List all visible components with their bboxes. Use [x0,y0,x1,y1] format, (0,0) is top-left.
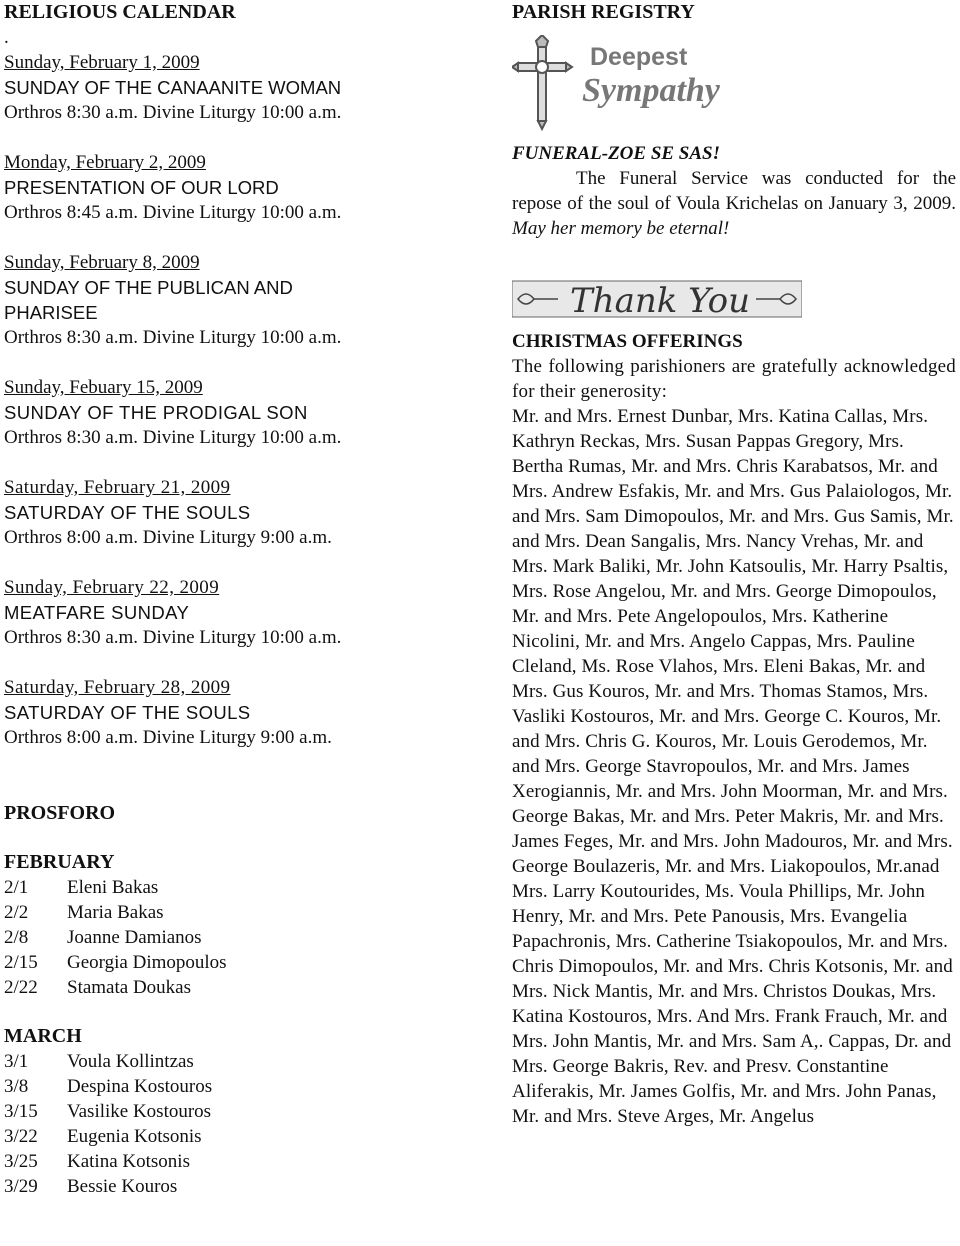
event-date: Sunday, Febuary 15, 2009 [4,377,203,398]
prosforo-february-list [4,875,484,1000]
parish-registry-title: PARISH REGISTRY [512,1,695,23]
calendar-event [4,150,484,225]
offerings-names: Mr. and Mrs. Ernest Dunbar, Mrs. Katina Callas, Mrs. Kathryn Reckas, Mrs. Susan Pappas Gregory, Mrs. Bertha Rumas, Mr. and Mrs. Chris Karabatsos, Mr. and Mrs. Andrew Esfakis, Mr. and Mrs. Gus Palaiologos, Mr. and Mrs. Sam Dimopoulos, Mr. and Mrs. Gus Samis, Mr. and Mrs. Dean Sangalis, Mrs. Nancy Vrehas, Mr. and Mrs. Mark Baliki, Mr. John Katsoulis, Mr. Harry Psaltis, Mrs. Rose Angelou, Mr. and Mrs. George Dimopoulos, Mr. and Mrs. Pete Angelopoulos, Mrs. Katherine Nicolini, Mr. and Mrs. Angelo Cappas, Mrs. Pauline Cleland, Ms. Rose Vlahos, Mrs. Eleni Bakas, Mr. and Mrs. Gus Kouros, Mr. and Mrs. Thomas Stamos, Mrs. Vasliki Kostouros, Mr. and Mrs. George C. Kouros, Mr. and Mrs. Chris G. Kouros, Mr. Louis Gerodemos, Mr. and Mrs. George Stavropoulos, Mr. and Mrs. James Xerogiannis, Mr. and Mrs. John Moorman, Mr. and Mrs. George Bakas, Mr. and Mrs. Peter Makris, Mr. and Mrs. James Feges, Mr. and Mrs. John Madouros, Mr. and Mrs. George Boulazeris, Mr. and Mrs. Liakopoulos, Mr.anad Mrs. Larry Koutourides, Ms. Voula Phillips, Mr. John Henry, Mr. and Mrs. Pete Panousis, Mrs. Evangelia Papachronis, Mrs. Catherine Tsiakopoulos, Mr. and Mrs. Chris Dimopoulos, Mr. and Mrs. Chris Kotsonis, Mr. and Mrs. Nick Mantis, Mr. and Mrs. Christos Doukas, Mrs. Katina Kostouros, Mrs. And Mrs. Frank Frauch, Mr. and Mrs. John Mantis, Mr. and Mrs. Sam A,. Cappas, Dr. and Mrs. George Bakris, Rev. and Presv. Constantine Aliferakis, Mr. James Golfis, Mr. and Mrs. John Panas, Mr. and Mrs. Steve Arges, Mr. Angelus [512,406,954,1127]
list-item [4,1124,484,1149]
left-column [4,0,484,1199]
event-times: Orthros 8:30 a.m. Divine Liturgy 10:00 a.m. [4,427,342,448]
event-date: Sunday, February 22, 2009 [4,577,220,598]
prosforo-name: Joanne Damianos [67,927,202,948]
list-item [4,900,484,925]
prosforo-date: 3/1 [4,1051,29,1072]
event-feast: MEATFARE SUNDAY [4,602,190,623]
event-times: Orthros 8:30 a.m. Divine Liturgy 10:00 a.m. [4,102,342,123]
deepest-sympathy-graphic [512,35,956,135]
event-feast: SUNDAY OF THE CANAANITE WOMAN [4,77,342,98]
event-date: Saturday, February 28, 2009 [4,677,231,698]
event-times: Orthros 8:00 a.m. Divine Liturgy 9:00 a.m. [4,727,332,748]
calendar-event [4,575,484,650]
offerings-intro: The following parishioners are gratefully acknowledged for their generosity: [512,356,956,402]
thank-you-banner [512,275,956,325]
prosforo-title: PROSFORO [4,802,116,824]
funeral-closing: May her memory be eternal! [512,218,730,239]
event-date: Monday, February 2, 2009 [4,152,206,173]
prosforo-name: Vasilike Kostouros [67,1101,212,1122]
event-feast: SUNDAY OF THE PRODIGAL SON [4,402,308,423]
thank-you-text: Thank You [570,281,751,321]
prosforo-month-heading: FEBRUARY [4,851,115,873]
event-feast: SATURDAY OF THE SOULS [4,502,251,523]
calendar-event [4,675,484,750]
prosforo-name: Eugenia Kotsonis [67,1126,202,1147]
list-item [4,975,484,1000]
event-feast: SATURDAY OF THE SOULS [4,702,251,723]
event-times: Orthros 8:30 a.m. Divine Liturgy 10:00 a.m. [4,327,342,348]
list-item [4,1174,484,1199]
sympathy-line1: Deepest [590,43,688,71]
calendar-dot: . [4,27,9,48]
event-feast: PRESENTATION OF OUR LORD [4,177,279,198]
list-item [4,875,484,900]
event-date: Sunday, February 1, 2009 [4,52,200,73]
prosforo-date: 2/2 [4,902,29,923]
event-date: Saturday, February 21, 2009 [4,477,231,498]
event-times: Orthros 8:30 a.m. Divine Liturgy 10:00 a.m. [4,627,342,648]
prosforo-name: Georgia Dimopoulos [67,952,227,973]
right-column [512,0,956,1129]
prosforo-name: Maria Bakas [67,902,164,923]
list-item [4,1099,484,1124]
prosforo-date: 3/22 [4,1126,38,1147]
funeral-paragraph [512,166,956,241]
christmas-offerings-title: CHRISTMAS OFFERINGS [512,331,743,352]
list-item [4,925,484,950]
funeral-text: The Funeral Service was conducted for the repose of the soul of Voula Krichelas on January 3, 2009. [512,168,956,214]
prosforo-date: 2/15 [4,952,38,973]
prosforo-name: Despina Kostouros [67,1076,213,1097]
event-date: Sunday, February 8, 2009 [4,252,200,273]
prosforo-name: Katina Kotsonis [67,1151,190,1172]
religious-calendar-title: RELIGIOUS CALENDAR [4,1,236,23]
prosforo-month-heading: MARCH [4,1025,82,1047]
calendar-event [4,50,484,125]
prosforo-date: 3/8 [4,1076,29,1097]
list-item [4,1149,484,1174]
prosforo-name: Eleni Bakas [67,877,159,898]
prosforo-name: Bessie Kouros [67,1176,178,1197]
prosforo-date: 2/8 [4,927,29,948]
prosforo-name: Stamata Doukas [67,977,192,998]
calendar-event [4,475,484,550]
event-times: Orthros 8:00 a.m. Divine Liturgy 9:00 a.m. [4,527,332,548]
prosforo-date: 3/25 [4,1151,38,1172]
prosforo-date: 3/29 [4,1176,38,1197]
funeral-heading: FUNERAL-ZOE SE SAS! [512,143,721,164]
sympathy-line2: Sympathy [582,72,720,109]
prosforo-name: Voula Kollintzas [67,1051,194,1072]
prosforo-date: 3/15 [4,1101,38,1122]
prosforo-date: 2/1 [4,877,29,898]
event-times: Orthros 8:45 a.m. Divine Liturgy 10:00 a.m. [4,202,342,223]
list-item [4,1049,484,1074]
list-item [4,1074,484,1099]
prosforo-march-list [4,1049,484,1199]
list-item [4,950,484,975]
calendar-event [4,375,484,450]
event-feast: SUNDAY OF THE PUBLICAN AND PHARISEE [4,277,293,323]
prosforo-date: 2/22 [4,977,38,998]
calendar-event [4,250,484,350]
